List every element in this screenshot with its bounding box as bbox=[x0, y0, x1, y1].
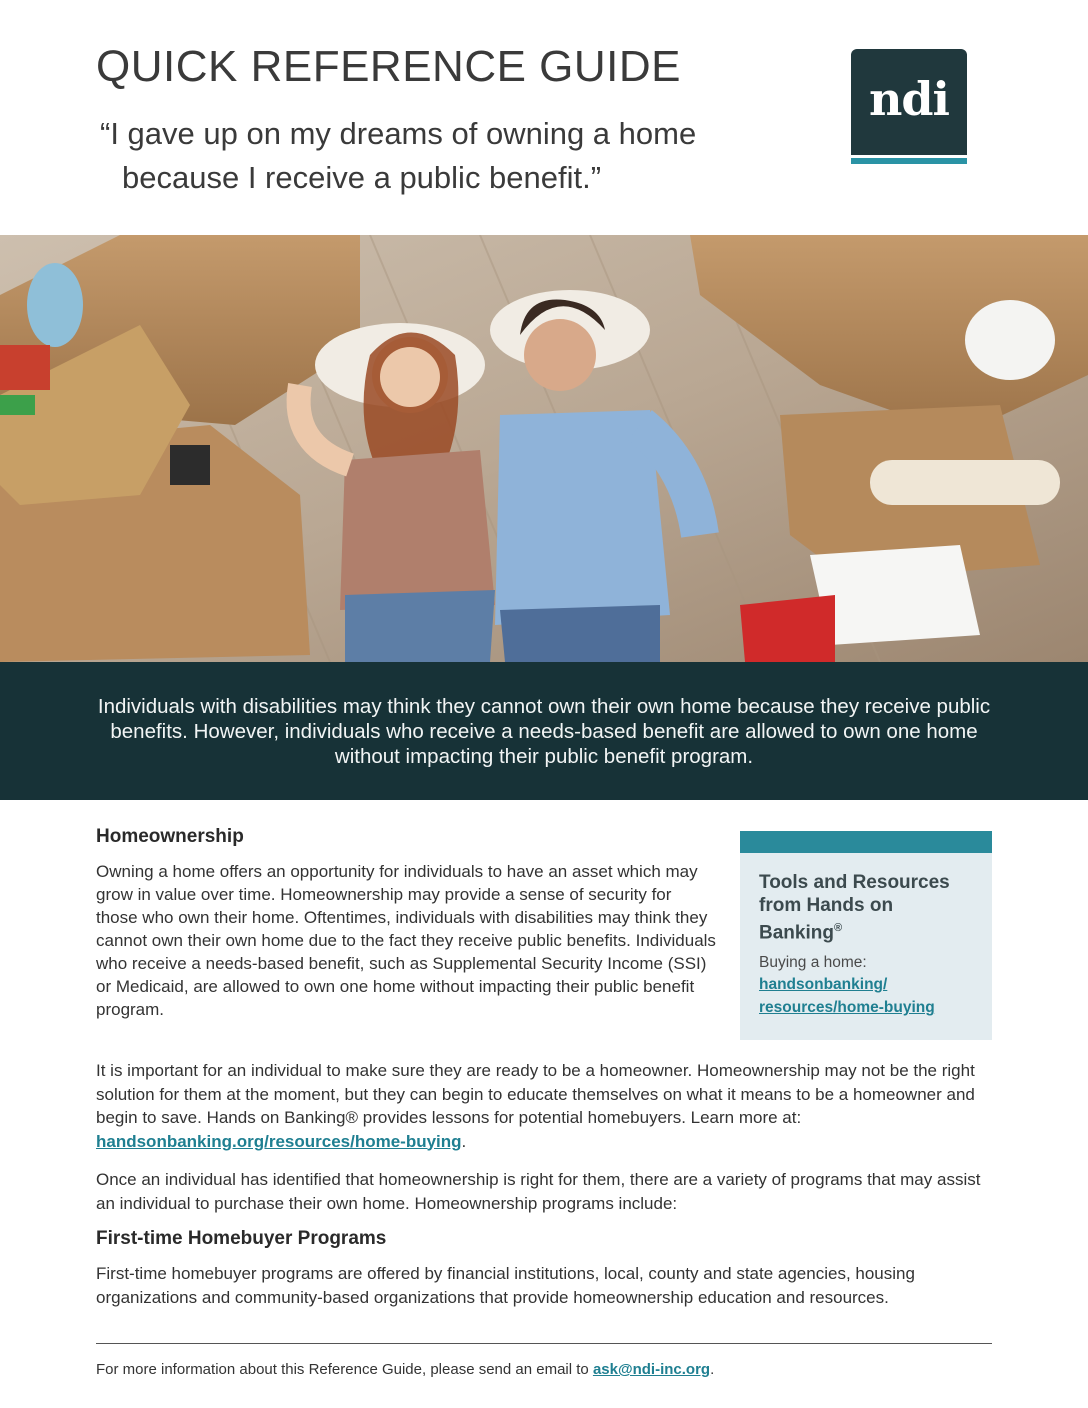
paragraph-2-text: It is important for an individual to make sure they are ready to be a homeowner. Homeownership may not be the right solution for them at the moment, but they can begin to educate themselves on what it means to be a homeowner and begin to save. Hands on Banking® provides lessons for potential homebuyers. Learn more at: bbox=[96, 1061, 975, 1127]
banner-text: Individuals with disabilities may think they cannot own their own home because they receive public benefits. However, individuals who receive a needs-based benefit are allowed to own one home without impacting their public benefit program. bbox=[97, 694, 991, 768]
homeownership-heading: Homeownership bbox=[96, 826, 244, 847]
resources-sidebar bbox=[740, 831, 992, 1040]
ndi-logo bbox=[851, 49, 967, 155]
homeownership-paragraph-2 bbox=[96, 1059, 986, 1153]
first-time-heading: First-time Homebuyer Programs bbox=[96, 1228, 387, 1249]
header-quote bbox=[100, 112, 696, 200]
footer-end: . bbox=[710, 1361, 715, 1378]
page-title: QUICK REFERENCE GUIDE bbox=[96, 42, 682, 91]
sidebar-accent-bar bbox=[740, 831, 992, 853]
intro-banner bbox=[0, 662, 1088, 800]
logo-text: ndi bbox=[868, 72, 950, 126]
footer-text: For more information about this Reference Guide, please send an email to bbox=[96, 1361, 593, 1378]
sidebar-title bbox=[759, 871, 974, 944]
sidebar-link-line-2: resources/home-buying bbox=[759, 999, 935, 1017]
email-link[interactable]: ask@ndi-inc.org bbox=[592, 1361, 711, 1378]
quote-line-2: because I receive a public benefit.” bbox=[122, 160, 602, 195]
paragraph-2-end: . bbox=[461, 1131, 467, 1151]
home-buying-link[interactable]: handsonbanking.org/resources/home-buying bbox=[96, 1131, 462, 1151]
footer bbox=[96, 1361, 714, 1378]
homeownership-paragraph-1: Owning a home offers an opportunity for individuals to have an asset which may grow in value over time. Homeownership may provide a sense of security for those who own their home. Oftentimes, individuals with disabilities may think they cannot own their own home due to the fact they receive public benefits. Individuals who receive a needs-based benefit, such as Supplemental Security Income (SSI) or Medicaid, are allowed to own one home without impacting their public benefit program. bbox=[96, 862, 716, 1019]
quote-line-1: “I gave up on my dreams of owning a home bbox=[100, 116, 697, 151]
footer-divider bbox=[96, 1343, 992, 1344]
hero-photo bbox=[0, 235, 1088, 662]
sidebar-title-text: Tools and Resources from Hands on Banking bbox=[759, 872, 950, 944]
registered-mark: ® bbox=[833, 922, 843, 934]
sidebar-link-line-1: handsonbanking/ bbox=[759, 976, 888, 994]
first-time-paragraph: First-time homebuyer programs are offered by financial institutions, local, county and state agencies, housing organizations and community-based organizations that provide homeownership education and resources. bbox=[96, 1264, 915, 1307]
logo-underline bbox=[851, 158, 967, 164]
sidebar-subtitle: Buying a home: bbox=[759, 954, 867, 972]
homeownership-paragraph-3: Once an individual has identified that homeownership is right for them, there are a variety of programs that may assist an individual to purchase their own home. Homeownership programs include: bbox=[96, 1170, 981, 1213]
sidebar-home-buying-link[interactable] bbox=[759, 973, 973, 1019]
